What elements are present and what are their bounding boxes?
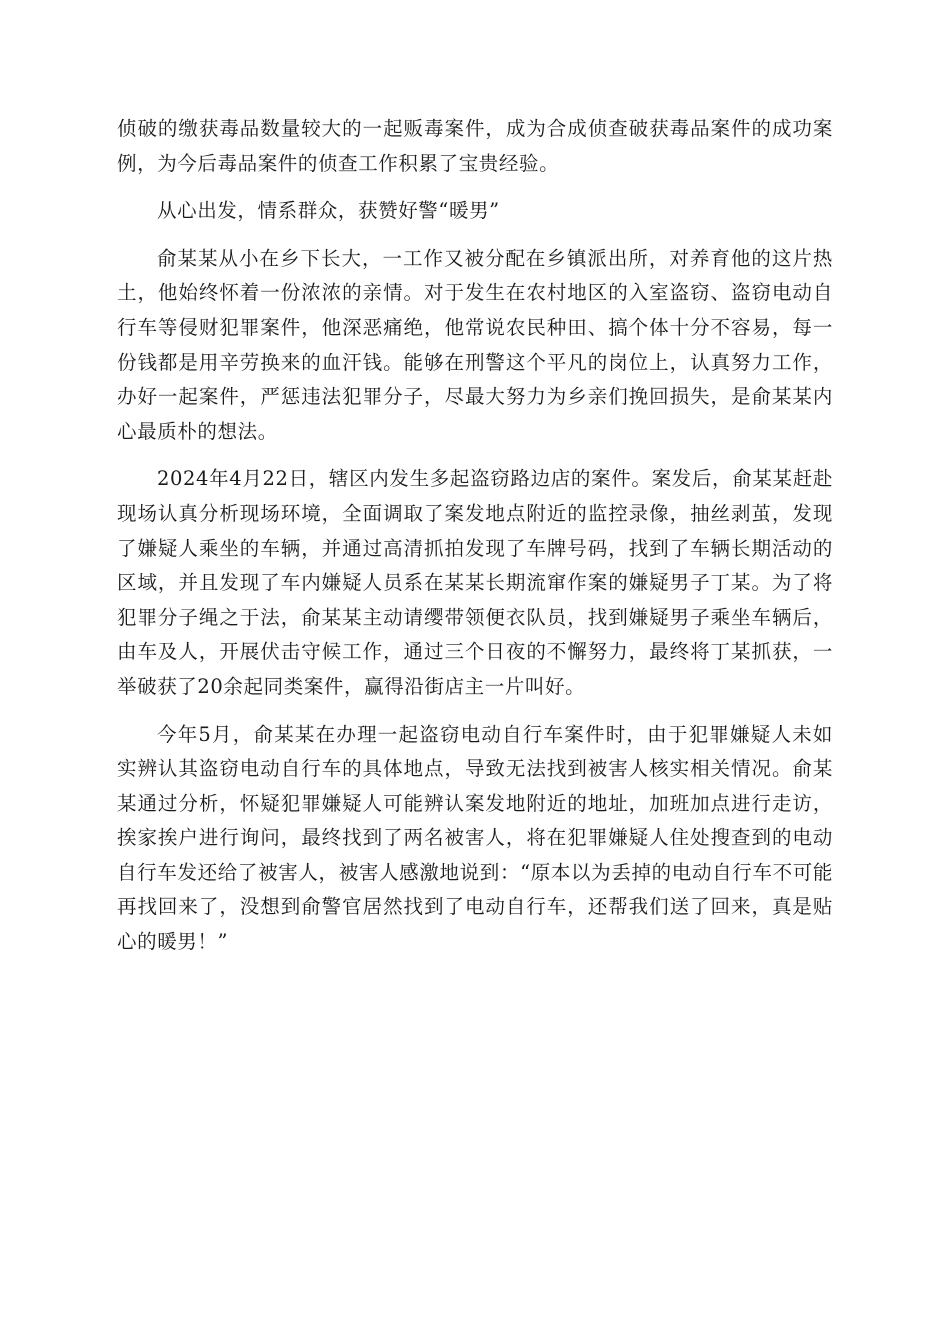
- paragraph-case-april: 2024年4月22日，辖区内发生多起盗窃路边店的案件。案发后，俞某某赶赴现场认真分析现场环境，全面调取了案发地点附近的监控录像，抽丝剥茧，发现了嫌疑人乘坐的车辆，并通过高清抓拍发现了车牌号码，找到了车辆长期活动的区域，并且发现了车内嫌疑人员系在某某长期流窜作案的嫌疑男子丁某。为了将犯罪分子绳之于法，俞某某主动请缨带领便衣队员，找到嫌疑男子乘坐车辆后，由车及人，开展伏击守候工作，通过三个日夜的不懈努力，最终将丁某抓获，一举破获了20余起同类案件，赢得沿街店主一片叫好。: [117, 467, 833, 698]
- paragraph-intro: 侦破的缴获毒品数量较大的一起贩毒案件，成为合成侦查破获毒品案件的成功案例，为今后毒品案件的侦查工作积累了宝贵经验。: [117, 117, 833, 175]
- document-page: [117, 112, 833, 973]
- section-heading: 从心出发，情系群众，获赞好警“暖男”: [157, 199, 500, 223]
- paragraph-background: 俞某某从小在乡下长大，一工作又被分配在乡镇派出所，对养育他的这片热土，他始终怀着一份浓浓的亲情。对于发生在农村地区的入室盗窃、盗窃电动自行车等侵财犯罪案件，他深恶痛绝，他常说农民种田、搞个体十分不容易，每一份钱都是用辛劳换来的血汗钱。能够在刑警这个平凡的岗位上，认真努力工作，办好一起案件，严惩违法犯罪分子，尽最大努力为乡亲们挽回损失，是俞某某内心最质朴的想法。: [117, 246, 833, 443]
- paragraph-case-may: 今年5月，俞某某在办理一起盗窃电动自行车案件时，由于犯罪嫌疑人未如实辨认其盗窃电动自行车的具体地点，导致无法找到被害人核实相关情况。俞某某通过分析，怀疑犯罪嫌疑人可能辨认案发地附近的地址，加班加点进行走访，挨家挨户进行询问，最终找到了两名被害人，将在犯罪嫌疑人住处搜查到的电动自行车发还给了被害人，被害人感激地说到：“原本以为丢掉的电动自行车不可能再找回来了，没想到俞警官居然找到了电动自行车，还帮我们送了回来，真是贴心的暖男！”: [117, 722, 833, 954]
